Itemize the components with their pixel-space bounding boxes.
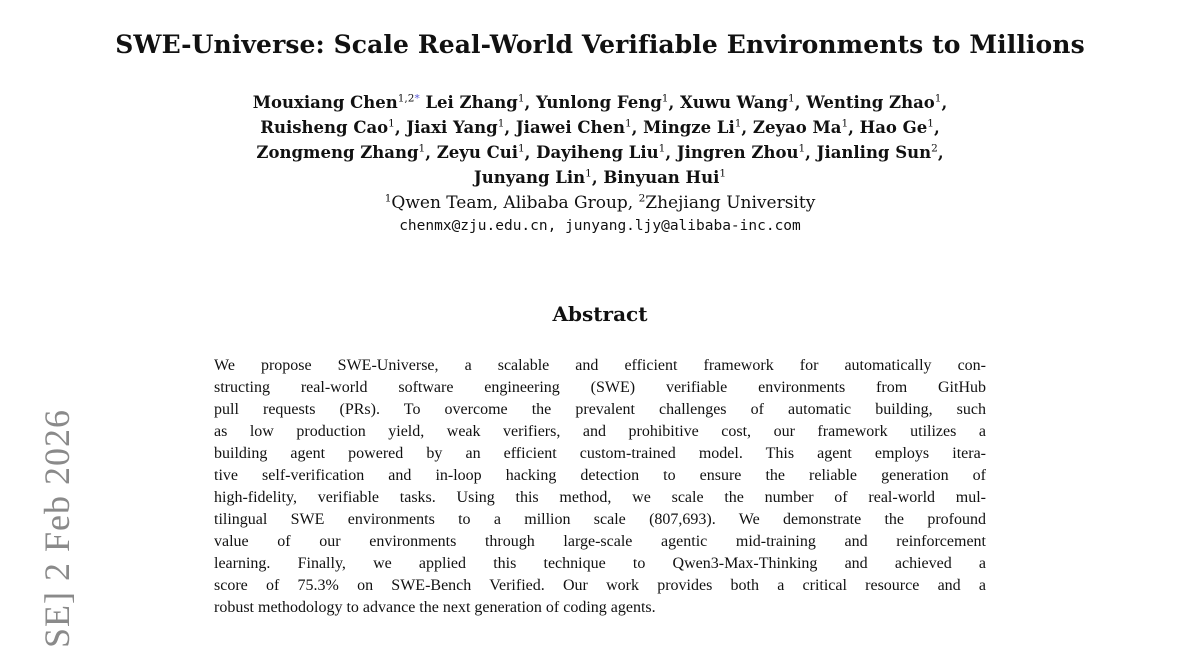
author-name-text: Yunlong Feng	[536, 93, 662, 112]
affiliation-sup: 1	[934, 92, 942, 105]
affil-sup-1: 1	[384, 192, 392, 205]
affiliation-sup: 1	[585, 167, 592, 180]
affiliation-sup: 1	[927, 117, 934, 130]
affil-org-1: Qwen Team, Alibaba Group,	[391, 193, 639, 213]
author-line	[180, 115, 1020, 140]
author-name	[806, 93, 941, 112]
affiliation-sup: 2	[931, 142, 938, 155]
author-name-text: Hao Ge	[859, 118, 928, 137]
author-name-text: Binyuan Hui	[603, 168, 720, 187]
author-separator: ,	[425, 143, 437, 162]
author-name	[256, 143, 425, 162]
author-name	[677, 143, 805, 162]
author-separator: ,	[794, 93, 807, 112]
author-name-text: Xuwu Wang	[679, 93, 789, 112]
abstract-line: learning. Finally, we applied this technique to Qwen3-Max-Thinking and achieved a	[214, 555, 986, 572]
abstract-line: as low production yield, weak verifiers, and prohibitive cost, our framework utilizes a	[214, 423, 986, 440]
author-name	[643, 118, 741, 137]
affiliation-sup: 1	[497, 117, 505, 130]
author-separator: ,	[524, 93, 537, 112]
affiliation-sup: 1	[624, 117, 632, 130]
author-name	[536, 93, 668, 112]
affiliation-sup: 1,2	[397, 92, 415, 105]
author-name-text: Jingren Zhou	[676, 143, 799, 162]
author-name-text: Mingze Li	[643, 118, 735, 137]
affiliation-sup: 1	[517, 92, 525, 105]
author-separator: ,	[668, 93, 680, 112]
affiliation-sup: 1	[517, 142, 525, 155]
affiliation-sup: 1	[388, 117, 395, 130]
abstract-line: building agent powered by an efficient custom-trained model. This agent employs itera-	[214, 445, 986, 462]
author-name	[603, 168, 726, 187]
author-name-text: Zeyao Ma	[752, 118, 842, 137]
arxiv-side-stamp: SE] 2 Feb 2026	[37, 409, 77, 648]
affiliation-sup: 1	[841, 117, 849, 130]
author-name	[425, 93, 524, 112]
author-name-text: Lei Zhang	[425, 93, 518, 112]
author-separator: ,	[394, 118, 407, 137]
affiliation-sup: 1	[658, 142, 666, 155]
paper-title: SWE-Universe: Scale Real-World Verifiable Environments to Millions	[115, 30, 1085, 59]
author-name	[437, 143, 525, 162]
author-name	[406, 118, 504, 137]
abstract-line: tive self-verification and in-loop hacking detection to ensure the reliable generation of	[214, 467, 986, 484]
abstract-line: score of 75.3% on SWE-Bench Verified. Our work provides both a critical resource and a	[214, 577, 986, 594]
abstract-heading: Abstract	[552, 302, 648, 326]
author-name	[860, 118, 934, 137]
author-list	[180, 90, 1020, 190]
abstract-line: tilingual SWE environments to a million scale (807,693). We demonstrate the profound	[214, 511, 986, 528]
author-name	[474, 168, 592, 187]
author-separator: ,	[631, 118, 644, 137]
author-name-text: Ruisheng Cao	[260, 118, 389, 137]
author-name	[817, 143, 938, 162]
abstract-line: high-fidelity, verifiable tasks. Using this method, we scale the number of real-world mul-	[214, 489, 986, 506]
contact-emails: chenmx@zju.edu.cn, junyang.ljy@alibaba-inc.com	[399, 218, 801, 234]
author-separator: ,	[665, 143, 677, 162]
author-separator: ,	[937, 143, 944, 162]
abstract-body	[214, 355, 986, 619]
author-name	[680, 93, 795, 112]
abstract-line: pull requests (PRs). To overcome the prevalent challenges of automatic building, such	[214, 401, 986, 418]
author-name-text: Zeyu Cui	[436, 143, 518, 162]
author-separator: ,	[933, 118, 940, 137]
author-separator: ,	[591, 168, 604, 187]
abstract-line: structing real-world software engineering (SWE) verifiable environments from GitHub	[214, 379, 986, 396]
author-name-text: Jianling Sun	[816, 143, 932, 162]
author-separator: ,	[805, 143, 817, 162]
author-separator: ,	[741, 118, 753, 137]
affiliation-sup: 1	[788, 92, 795, 105]
author-name	[516, 118, 632, 137]
author-line	[180, 140, 1020, 165]
affiliation-sup: 1	[719, 167, 727, 180]
affiliations	[0, 193, 1200, 213]
author-name-text: Dayiheng Liu	[536, 143, 659, 162]
affiliation-sup: 1	[661, 92, 669, 105]
affil-sup-2: 2	[638, 192, 646, 205]
author-name-text: Junyang Lin	[473, 168, 586, 187]
author-name-text: Jiaxi Yang	[406, 118, 498, 137]
author-separator: ,	[504, 118, 516, 137]
abstract-line: value of our environments through large-scale agentic mid-training and reinforcement	[214, 533, 986, 550]
abstract-line: We propose SWE-Universe, a scalable and efficient framework for automatically con-	[214, 357, 986, 374]
author-name-text: Jiawei Chen	[515, 118, 625, 137]
affil-org-2: Zhejiang University	[645, 193, 816, 213]
author-separator: ,	[941, 93, 948, 112]
author-line	[180, 165, 1020, 190]
affiliation-sup: 1	[734, 117, 742, 130]
author-line	[180, 90, 1020, 115]
author-name-text: Wenting Zhao	[806, 93, 935, 112]
author-name-text: Mouxiang Chen	[252, 93, 398, 112]
author-name	[253, 93, 420, 112]
author-name	[753, 118, 848, 137]
affiliation-sup: 1	[798, 142, 806, 155]
author-name	[536, 143, 665, 162]
author-separator: ,	[524, 143, 537, 162]
corresponding-author-mark: *	[414, 92, 420, 105]
abstract-line: robust methodology to advance the next generation of coding agents.	[214, 599, 656, 616]
author-separator: ,	[848, 118, 860, 137]
author-name	[260, 118, 395, 137]
affiliation-sup: 1	[418, 142, 426, 155]
author-name-text: Zongmeng Zhang	[256, 143, 419, 162]
